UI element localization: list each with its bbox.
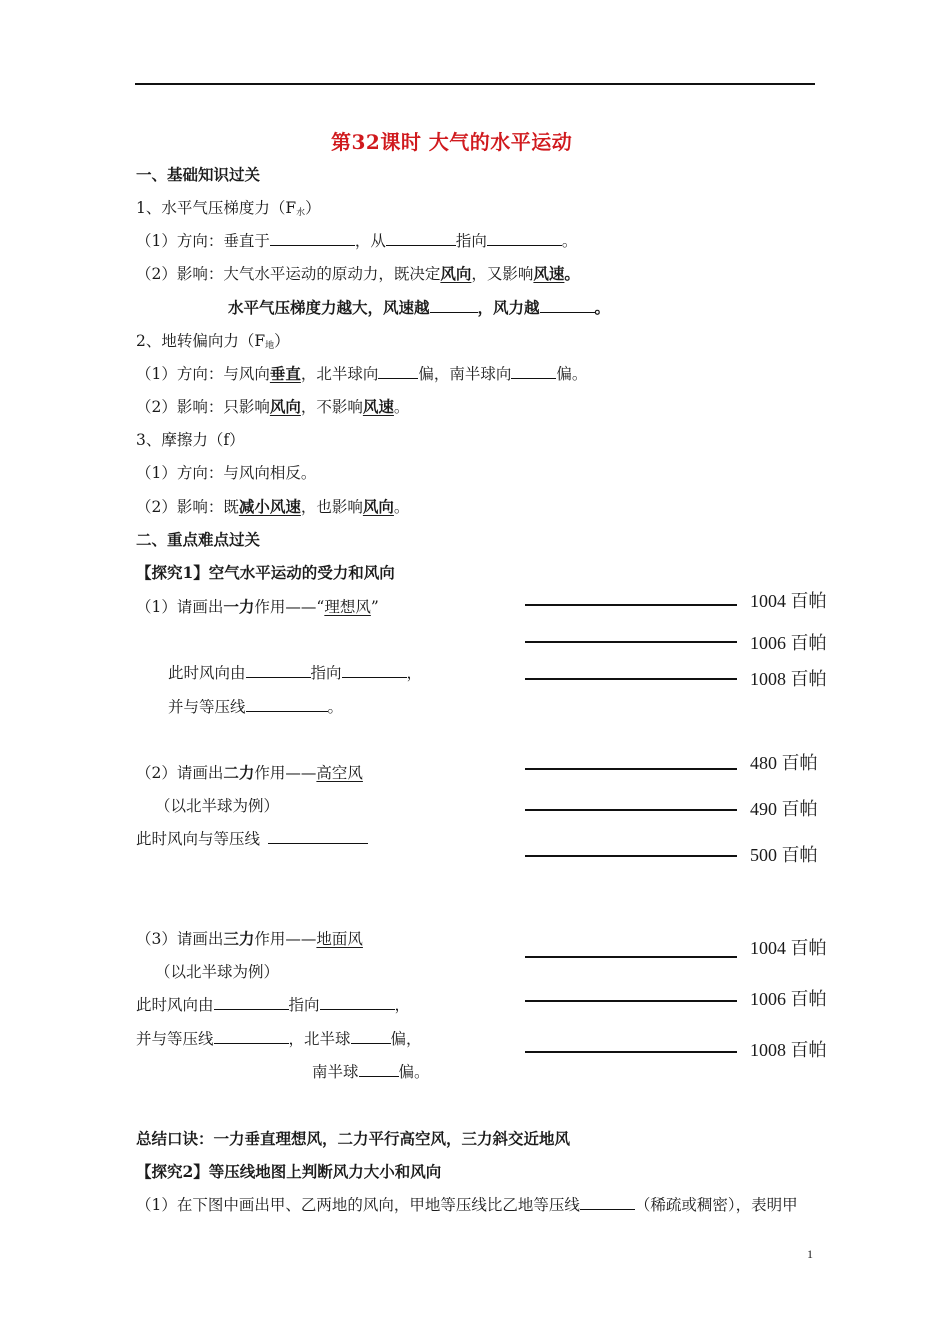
- explore-1-heading: 【探究1】空气水平运动的受力和风向: [136, 563, 395, 582]
- explore-1-q3-note: （以北半球为例）: [155, 963, 280, 981]
- isobar-line: [525, 604, 737, 606]
- isobar-label: 490 百帕: [750, 799, 818, 819]
- f1-direction: （1）方向：垂直于 ，从 指向 。: [136, 232, 578, 250]
- explore-2-q1: （1）在下图中画出甲、乙两地的风向，甲地等压线比乙地等压线 （稀疏或稠密），表明甲: [136, 1196, 798, 1214]
- isobar-line: [525, 1051, 737, 1053]
- isobar-line: [525, 1000, 737, 1002]
- summary-mnemonic: 总结口诀：一力垂直理想风，二力平行高空风，三力斜交近地风: [136, 1129, 571, 1148]
- isobar-label: 1004 百帕: [750, 938, 827, 958]
- section-2-heading: 二、重点难点过关: [136, 530, 261, 549]
- isobar-label: 1008 百帕: [750, 1040, 827, 1060]
- isobar-line: [525, 641, 737, 643]
- f3-effect: （2）影响：既减小风速，也影响风向。: [136, 497, 410, 516]
- explore-1-q2-line: 此时风向与等压线: [136, 829, 368, 849]
- isobar-line: [525, 855, 737, 857]
- explore-1-q3: （3）请画出三力作用——地面风: [136, 929, 363, 948]
- isobar-label: 480 百帕: [750, 753, 818, 773]
- isobar-label: 1006 百帕: [750, 989, 827, 1009]
- explore-1-q3-line3: 南半球 偏。: [312, 1063, 430, 1081]
- isobar-label: 1004 百帕: [750, 591, 827, 611]
- isobar-label: 1008 百帕: [750, 669, 827, 689]
- isobar-line: [525, 956, 737, 958]
- isobar-label: 1006 百帕: [750, 633, 827, 653]
- header-rule: [135, 83, 815, 85]
- isobar-line: [525, 809, 737, 811]
- f2-title: 2、地转偏向力$(F_地)$: [136, 332, 290, 351]
- explore-1-q3-line2: 并与等压线 ，北半球 偏，: [136, 1030, 422, 1048]
- section-1-heading: 一、基础知识过关: [136, 165, 261, 184]
- page-title: 第32课时 大气的水平运动: [331, 130, 573, 154]
- isobar-line: [525, 678, 737, 680]
- explore-2-heading: 【探究2】等压线地图上判断风力大小和风向: [136, 1162, 442, 1181]
- f2-effect: （2）影响：只影响风向，不影响风速。: [136, 397, 410, 416]
- explore-1-q2-note: （以北半球为例）: [155, 797, 280, 815]
- f3-title: 3、摩擦力（f）: [136, 431, 245, 449]
- f3-direction: （1）方向：与风向相反。: [136, 464, 317, 482]
- explore-1-q1-line1: 此时风向由 指向 ，: [168, 664, 423, 682]
- isobar-label: 500 百帕: [750, 845, 818, 865]
- f2-direction: （1）方向：与风向垂直，北半球向 偏，南半球向 偏。: [136, 364, 588, 383]
- explore-1-q1: （1）请画出一力作用——“理想风”: [136, 597, 379, 616]
- isobar-line: [525, 768, 737, 770]
- explore-1-q2: （2）请画出二力作用——高空风: [136, 763, 363, 782]
- f1-rule: 水平气压梯度力越大，风速越 ，风力越 。: [228, 298, 611, 317]
- f1-title: 1、水平气压梯度力$(F_水)$: [136, 199, 321, 218]
- explore-1-q1-line2: 并与等压线 。: [168, 698, 344, 716]
- f1-effect: （2）影响：大气水平运动的原动力，既决定风向，又影响风速。: [136, 264, 580, 283]
- page-number: 1: [807, 1247, 813, 1261]
- explore-1-q3-line1: 此时风向由 指向 ，: [136, 996, 411, 1014]
